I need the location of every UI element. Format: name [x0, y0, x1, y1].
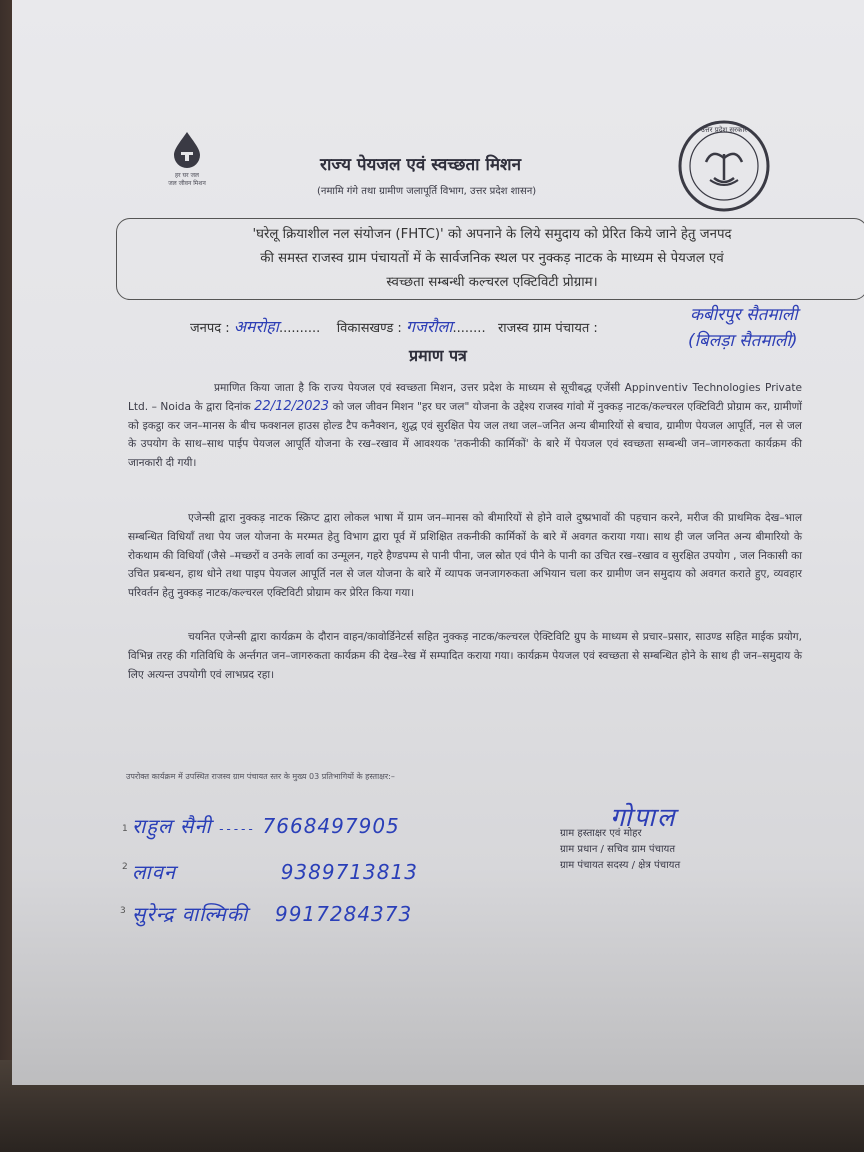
panchayat-value-2: (बिलड़ा सैतमाली) [688, 331, 798, 351]
participant-phone: 7668497905 [262, 814, 400, 838]
seal-text: उत्तर प्रदेश सरकार [700, 126, 748, 134]
certificate-title: प्रमाण पत्र [409, 346, 467, 365]
district-value: अमरोहा [233, 317, 279, 336]
participant-name: राहुल सैनी [132, 814, 212, 838]
participant-number: 2 [122, 862, 128, 872]
signatory-line-3: ग्राम पंचायत सदस्य / क्षेत्र पंचायत [560, 860, 681, 871]
signatory-line-2: ग्राम प्रधान / सचिव ग्राम पंचायत [560, 844, 676, 855]
participant-number: 1 [122, 824, 128, 834]
signatory-signature: गोपाल [610, 803, 677, 833]
paragraph-3: चयनित एजेन्सी द्वारा कार्यक्रम के दौरान वाहन/कावोर्डिनेटर्स सहित नुक्कड़ नाटक/कल्चरल ऐक्टिविटि ग्रुप के माध्यम से प्रचार–प्रसार, साउण्ड सहित माईक प्रयोग, विभिन्न तरह की गतिविधि के अर्न्तगत जन–जागरुकता कार्यक्रम की देख–रेख में सम्पादित कराया गया। कार्यक्रम पेयजल एवं स्वच्छता से सम्बन्धित होने के साथ ही जन–समुदाय के लिए अत्यन्त उपयोगी एवं लाभप्रद रहा। [128, 631, 802, 681]
participants-note: उपरोक्त कार्यक्रम में उपस्थित राजस्व ग्राम पंचायत स्तर के मुख्य 03 प्रतिभागियों के हस्ताक्षर:– [126, 772, 395, 781]
district-label: जनपद : [190, 321, 230, 336]
water-drop-icon [170, 130, 204, 168]
paragraph-2: एजेन्सी द्वारा नुक्कड़ नाटक स्क्रिप्ट द्वारा लोकल भाषा में ग्राम जन–मानस को बीमारियों से होने वाले दुष्प्रभावों की पहचान करने, मरीज की प्राथमिक देख–भाल सम्बन्धित विधियाँ तथा पेय जल योजना के मरम्मत हेतु विभाग द्वारा पूर्व में प्रशिक्षित तकनीकी कार्मिकों के बारे में अवगत कराया गया। साथ ही जल जनित अन्य बीमारियो के रोकथाम की विधियाँ (जैसे –मच्छरों व उनके लार्वा का उन्मूलन, गहरे हैण्डपम्प से पानी पीना, जल स्रोत एवं पीने के पानी का उचित रख–रखाव व सुरक्षित उपयोग , जल निकासी का उचित प्रबन्धन, हाथ धोने तथा पाइप पेयजल आपूर्ति नल से जल योजना के बारे में व्यापक जनजागरुकता अभियान चला कर ग्रामीण जन समुदाय को अवगत कराते हुए, व्यवहार परिवर्तन हेतु नुक्कड़ नाटक/कल्चरल एक्टिविटी प्रोग्राम कर प्रेरित किया गया। [128, 512, 802, 600]
block-label: विकासखण्ड : [336, 321, 402, 336]
block-value: गजरौला [405, 317, 453, 336]
signatory-line-1: ग्राम हस्ताक्षर एवं मोहर [560, 828, 642, 839]
paragraph-1 [128, 379, 802, 473]
participant-name: सुरेन्द्र वाल्मिकी [132, 902, 249, 926]
paragraph-1-end: को जल जीवन मिशन "हर घर जल" योजना के उद्देश्य राजस्व गांवो में नुक्कड़ नाटक/कल्चरल एक्टिविटी प्रोग्राम कर, ग्रामीणों को इकट्ठा कर जन–मानस के बीच फक्शनल हाउस होल्ड टैप कनैक्शन, शुद्ध एवं सुरक्षित पेय जल तथा जल–जनित अन्य बीमारियों से बचाव, ग्रामीण पेयजल आपूर्ति, नल से जल के उपयोग के साथ–साथ पाईप पेयजल आपूर्ति योजना के रख–रखाव में आवश्यक 'तकनीकी कार्मिकों' के बारे में पेयजल एवं स्वच्छता सम्बन्धी जन–जागरुकता कार्यक्रम की जानकारी दी गयी। [128, 400, 802, 470]
participant-phone: 9917284373 [274, 902, 413, 926]
page-title: राज्य पेयजल एवं स्वच्छता मिशन [320, 155, 522, 175]
page-subtitle: (नमामि गंगे तथा ग्रामीण जलापूर्ति विभाग, उत्तर प्रदेश शासन) [317, 186, 537, 197]
certificate-page [12, 0, 864, 1085]
subject-line-2: की समस्त राजस्व ग्राम पंचायतों में के सार्वजनिक स्थल पर नुक्कड़ नाटक के माध्यम से पेयजल एवं [260, 251, 724, 266]
subject-line-1: 'घरेलू क्रियाशील नल संयोजन (FHTC)' को अपनाने के लिये समुदाय को प्रेरित किये जाने हेतु जनपद [252, 227, 732, 242]
participant-row: राहुल सैनी ----- 7668497905 [132, 814, 400, 838]
subject-box [116, 218, 864, 300]
panchayat-label: राजस्व ग्राम पंचायत : [497, 321, 598, 336]
participant-number: 3 [120, 906, 126, 916]
jal-jeevan-mission-logo [152, 130, 222, 188]
uttar-pradesh-seal-icon [676, 118, 772, 214]
signatory-block [560, 803, 770, 874]
participant-phone: 9389713813 [280, 860, 418, 884]
panchayat-value: कबीरपुर सैतमाली [690, 305, 798, 325]
participant-row [132, 858, 418, 885]
location-fields: जनपद : अमरोहा.......... विकासखण्ड : गजरौला........ राजस्व ग्राम पंचायत : [190, 317, 598, 336]
program-date: 22/12/2023 [254, 398, 330, 414]
logo-caption-2: जल जीवन मिशन [168, 180, 206, 187]
participant-row [132, 900, 412, 927]
subject-line-3: स्वच्छता सम्बन्धी कल्चरल एक्टिविटी प्रोग्राम। [386, 275, 598, 290]
paragraph-1-start: प्रमाणित किया जाता है कि राज्य पेयजल एवं स्वच्छता मिशन, उत्तर प्रदेश के माध्यम से सूचीबद्ध एजेंसी Appinventiv Technologies Private Ltd. – Noida के द्वारा दिनांक [128, 382, 802, 413]
participant-name: लावन [132, 860, 176, 884]
logo-caption-1: हर घर जल [175, 172, 199, 179]
